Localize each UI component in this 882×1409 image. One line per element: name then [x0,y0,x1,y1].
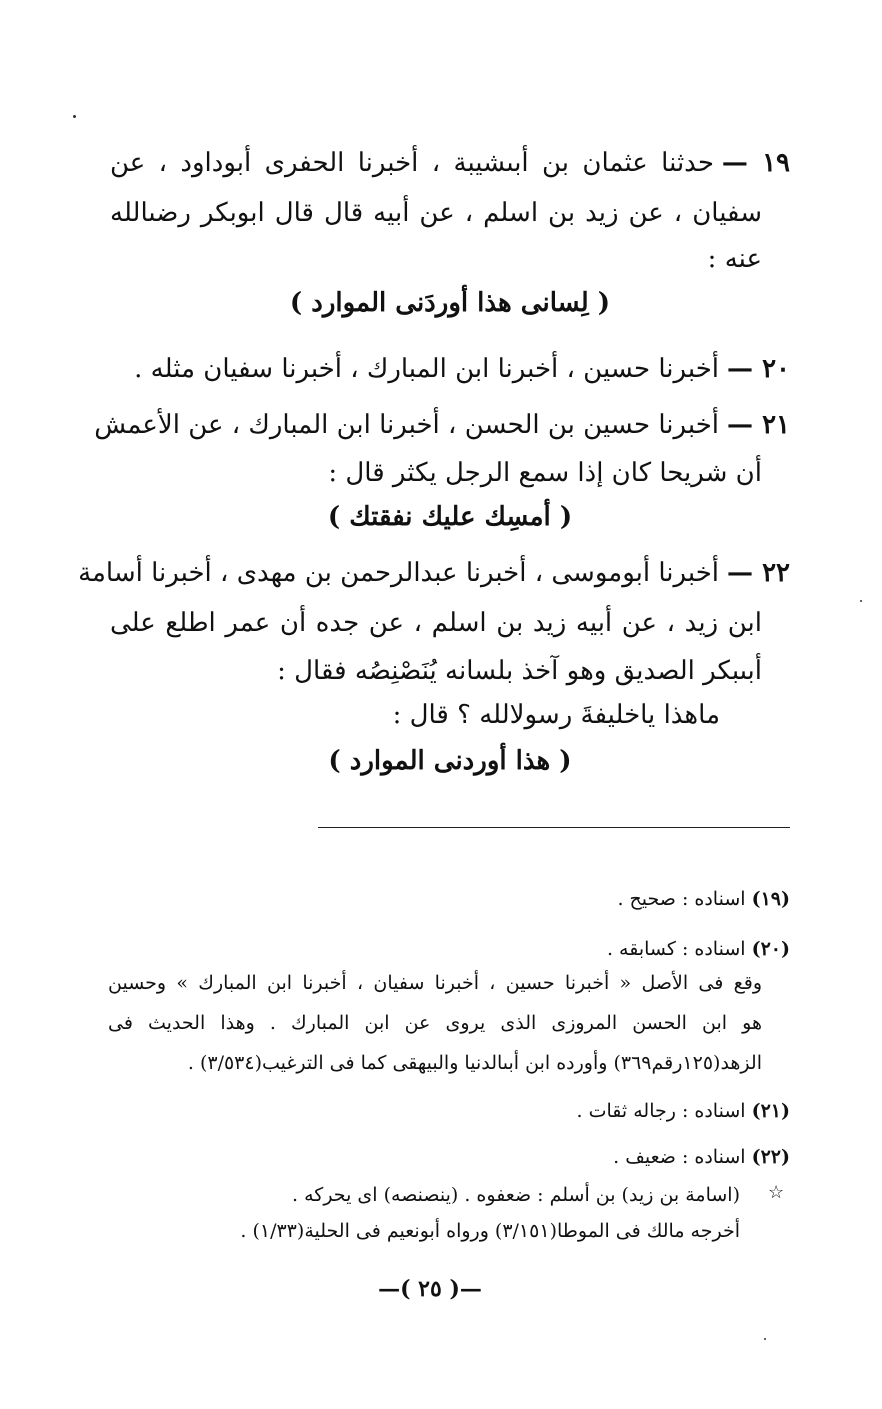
hadith-22-line-4: ماهذا ياخليفةَ رسولالله ؟ قال : [392,700,720,730]
footnote-20-line-2: هو ابن الحسن المروزى الذى يروى عن ابن المبارك . وهذا الحديث فى [108,1012,762,1034]
footnote-19-number: (١٩) [751,888,790,910]
hadith-19-line-3: عنه : [707,244,762,274]
footnote-22 [420,1144,790,1170]
page-number: —( ٢٥ )— [378,1276,482,1302]
hadith-22-line-2: ابن زيد ، عن أبيه زيد بن اسلم ، عن جده أن عمر اطلع على [110,608,762,638]
scan-speck [73,115,76,118]
footnote-19-text: اسناده : صحيح . [617,888,746,910]
hadith-20-number: ٢٠ — [727,354,790,384]
hadith-21-text-1: أخبرنا حسين بن الحسن ، أخبرنا ابن المبارك ، عن الأعمش [94,410,719,440]
hadith-22-quote: ( هذا أوردنى الموارد ) [328,746,572,776]
footnote-20-line-3: الزهد(١٢٥رقم٣٦٩) وأورده ابن أبىالدنيا والبيهقى كما فى الترغيب(٣/٥٣٤) . [187,1052,762,1074]
scan-speck [764,1338,766,1340]
hadith-20-text-1: أخبرنا حسين ، أخبرنا ابن المبارك ، أخبرنا سفيان مثله . [134,354,719,384]
hadith-19-text-1: حدثنا عثمان بن أبىشيبة ، أخبرنا الحفرى أبوداود ، عن [110,148,714,178]
hadith-19-quote: ( لِسانى هذا أوردَنى الموارد ) [289,288,611,318]
hadith-20-line-1 [134,352,790,386]
footnote-22-number: (٢٢) [751,1146,790,1168]
footnote-22-line-1: (اسامة بن زيد) بن أسلم : ضعفوه . (ينصنصه) اى يحركه . [292,1184,740,1206]
footnote-19 [420,886,790,912]
footnote-20-line-1: وقع فى الأصل « أخبرنا حسين ، أخبرنا سفيان ، أخبرنا ابن المبارك » وحسين [108,972,762,994]
hadith-19-number: ١٩ — [721,148,790,178]
footnote-separator [318,827,790,828]
footnote-22-text: اسناده : ضعيف . [613,1146,746,1168]
hadith-21-line-1 [94,408,790,442]
hadith-22-number: ٢٢ — [727,558,790,588]
hadith-22-line-1 [78,556,790,590]
hadith-19-line-2: سفيان ، عن زيد بن اسلم ، عن أبيه قال قال ابوبكر رضىالله [110,198,762,228]
scan-speck [860,600,862,602]
hadith-19-line-1 [110,146,790,180]
footnote-22-line-2: أخرجه مالك فى الموطا(٣/١٥١) ورواه أبونعيم فى الحلية(١/٣٣) . [240,1220,740,1242]
footnote-21-number: (٢١) [751,1100,790,1122]
footnote-21-text: اسناده : رجاله ثقات . [576,1100,746,1122]
hadith-21-quote: ( أمسِك عليك نفقتك ) [327,502,573,532]
footnote-20-text: اسناده : كسابقه . [606,938,746,960]
footnote-20-number: (٢٠) [751,938,790,960]
hadith-22-line-3: أبىبكر الصديق وهو آخذ بلسانه يُنَصْنِصُه فقال : [277,656,762,686]
footnote-21 [420,1098,790,1124]
hadith-22-text-1: أخبرنا أبوموسى ، أخبرنا عبدالرحمن بن مهدى ، أخبرنا أسامة [78,558,719,588]
hadith-21-line-2: أن شريحا كان إذا سمع الرجل يكثر قال : [328,458,762,488]
footnote-20 [420,936,790,962]
star-icon: ☆ [768,1182,785,1203]
hadith-21-number: ٢١ — [727,410,790,440]
